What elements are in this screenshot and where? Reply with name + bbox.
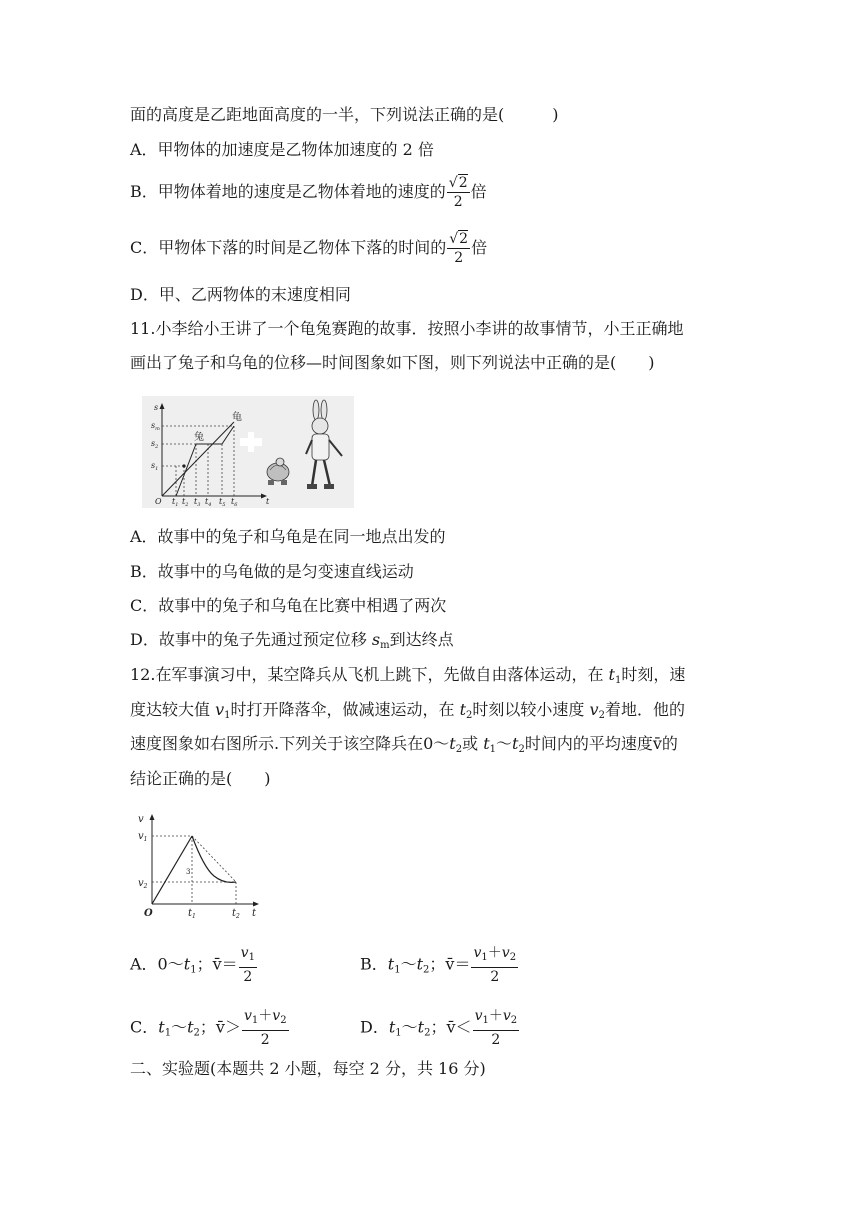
svg-text:s2: $s_2$ [151,439,159,450]
svg-text:t2: $t_2$ [182,497,189,508]
q10-option-d: D．甲、乙两物体的末速度相同 [130,285,351,304]
q11-option-b: B．故事中的乌龟做的是匀变速直线运动 [130,562,414,581]
svg-text:t5: $t_5$ [219,497,226,508]
svg-text:t2: $t_2$ [232,908,240,918]
svg-text:t: t [252,908,257,918]
svg-text:兔: 兔 [194,432,204,443]
sqrt2-over-2-fraction: $\frac{√2}{2}$ [449,231,469,266]
v1-plus-v2-over-2-fraction: $\frac{v_1+v_2}{2}$ [473,945,517,985]
v1-plus-v2-over-2-fraction: $\frac{v_1+v_2}{2}$ [474,1008,518,1048]
svg-text:s1: $s_1$ [151,461,159,472]
svg-text:O: O [155,497,162,506]
svg-text:v: v [138,814,144,825]
hare-illustration [306,400,342,489]
q11-stem-line2: 画出了兔子和乌龟的位移—时间图象如下图，则下列说法中正确的是( ) [130,353,655,372]
svg-text:t6: $t_6$ [231,497,238,508]
v1-plus-v2-over-2-fraction: $\frac{v_1+v_2}{2}$ [243,1008,287,1048]
tortoise-illustration [267,458,289,485]
q10-option-c: C．甲物体下落的时间是乙物体下落的时间的 $\frac{√2}{2}$ 倍 [130,231,488,266]
svg-text:sm: $s_m$ [151,421,160,432]
q12-stem-line1: 12.在军事演习中，某空降兵从飞机上跳下，先做自由落体运动，在 $t_1$时刻，速 [130,665,686,686]
q10-option-a: A．甲物体的加速度是乙物体加速度的 2 倍 [130,140,434,159]
q11-stem-line1: 11.小李给小王讲了一个龟兔赛跑的故事．按照小李讲的故事情节，小王正确地 [130,319,684,338]
fig-s-axis-label: s [154,403,159,412]
svg-text:龟: 龟 [232,412,242,423]
section-2-heading: 二、实验题(本题共 2 小题，每空 2 分，共 16 分) [130,1059,486,1078]
q12-stem-line3: 速度图象如右图所示.下列关于该空降兵在$0\sim t_2$或 $t_1\sim t_2$时间内的平均速度v̄的 [130,734,678,755]
svg-text:t1: $t_1$ [172,497,179,508]
svg-text:t1: $t_1$ [188,908,196,918]
q12-option-b: B．$t_1\sim t_2$；v̄＝ $\frac{v_1+v_2}{2}$ [360,945,517,985]
q10-option-b: B．甲物体着地的速度是乙物体着地的速度的 $\frac{√2}{2}$ 倍 [130,175,487,210]
svg-text:3: 3 [186,868,191,876]
q12-stem-line2: 度达较大值 $v_1$时打开降落伞，做减速运动，在 $t_2$时刻以较小速度 $v_2$着地．他的 [130,700,685,721]
q12-option-c: C．$t_1\sim t_2$；v̄＞ $\frac{v_1+v_2}{2}$ [130,1008,287,1048]
q11-option-c: C．故事中的兔子和乌龟在比赛中相遇了两次 [130,596,447,615]
q10-stem-tail: 面的高度是乙距地面高度的一半，下列说法正确的是( ) [130,105,559,124]
svg-text:O: O [144,908,153,918]
svg-text:v2: $v_2$ [138,878,148,890]
parachute-velocity-figure [134,806,266,918]
q12-stem-line4: 结论正确的是( ) [130,769,271,788]
q11-option-d: D．故事中的兔子先通过预定位移 $s_m$到达终点 [130,630,454,651]
sqrt2-over-2-fraction: $\frac{√2}{2}$ [448,175,468,210]
svg-text:t3: $t_3$ [194,497,201,508]
svg-text:t4: $t_4$ [205,497,212,508]
v1-over-2-fraction: $\frac{v_1}{2}$ [240,945,255,985]
tortoise-hare-figure [142,396,354,508]
q12-option-a: A．$0\sim t_1$；v̄＝ $\frac{v_1}{2}$ [130,945,255,985]
q12-option-d: D．$t_1\sim t_2$；v̄＜ $\frac{v_1+v_2}{2}$ [360,1008,518,1048]
svg-text:t: t [266,497,270,506]
svg-text:v1: $v_1$ [138,831,148,843]
q11-option-a: A．故事中的兔子和乌龟是在同一地点出发的 [130,527,446,546]
